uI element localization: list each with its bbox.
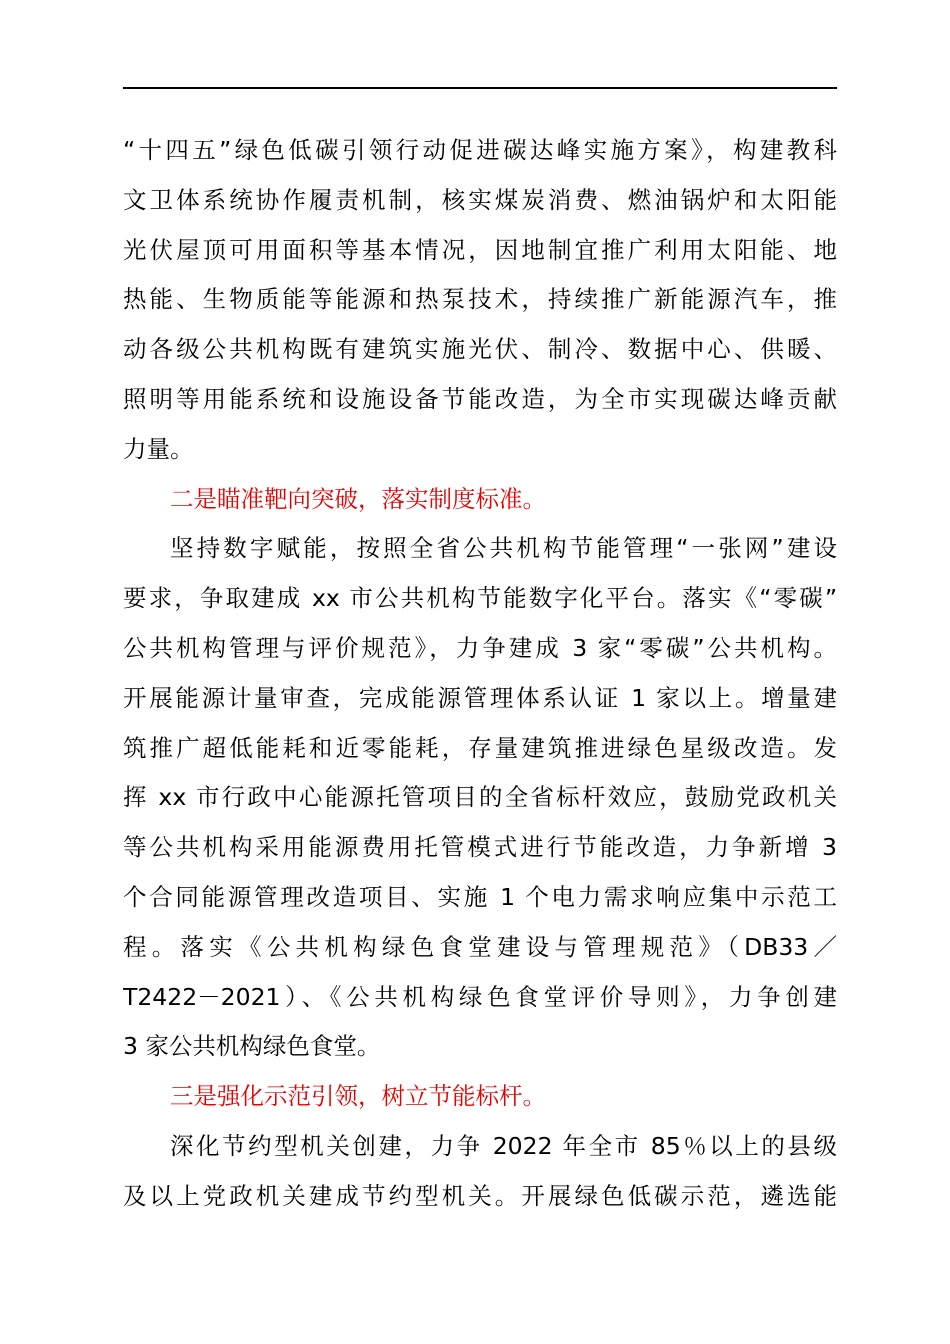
text-line: 开展能源计量审查，完成能源管理体系认证 1 家以上。增量建 [123,683,837,712]
text-line: 程。落实《公共机构绿色食堂建设与管理规范》（DB33／ [123,932,837,961]
paragraph-3 [123,1122,837,1222]
text-line: 文卫体系统协作履责机制，核实煤炭消费、燃油锅炉和太阳能 [123,185,837,214]
text-line: 力量。 [123,434,194,463]
section-heading-2: 二是瞄准靶向突破，落实制度标准。 [170,484,546,513]
text-line: 挥 xx 市行政中心能源托管项目的全省标杆效应，鼓励党政机关 [123,783,837,812]
text-line: 等公共机构采用能源费用托管模式进行节能改造，力争新增 3 [123,833,837,862]
text-line: T2422－2021）、《公共机构绿色食堂评价导则》，力争创建 [123,982,837,1011]
text-line: 坚持数字赋能，按照全省公共机构节能管理“一张网”建设 [170,534,837,563]
text-line: 3 家公共机构绿色食堂。 [123,1032,381,1061]
text-line: 公共机构管理与评价规范》，力争建成 3 家“零碳”公共机构。 [123,633,837,662]
text-line: 筑推广超低能耗和近零能耗，存量建筑推进绿色星级改造。发 [123,733,837,762]
text-line: “十四五”绿色低碳引领行动促进碳达峰实施方案》，构建教科 [123,136,837,164]
text-line: 照明等用能系统和设施设备节能改造，为全市实现碳达峰贡献 [123,384,837,413]
section-heading-3: 三是强化示范引领，树立节能标杆。 [170,1082,546,1111]
text-line: 光伏屋顶可用面积等基本情况，因地制宜推广利用太阳能、地 [123,235,837,264]
document-body [123,126,837,1222]
paragraph-1 [123,126,837,475]
text-line: 要求，争取建成 xx 市公共机构节能数字化平台。落实《“零碳” [123,584,837,613]
paragraph-2 [123,524,837,1072]
text-line: 动各级公共机构既有建筑实施光伏、制冷、数据中心、供暖、 [123,335,837,364]
text-line: 个合同能源管理改造项目、实施 1 个电力需求响应集中示范工 [123,882,837,911]
text-line: 及以上党政机关建成节约型机关。开展绿色低碳示范，遴选能 [123,1181,837,1210]
header-rule [123,87,837,89]
text-line: 热能、生物质能等能源和热泵技术，持续推广新能源汽车，推 [123,285,837,314]
text-line: 深化节约型机关创建，力争 2022 年全市 85％以上的县级 [170,1131,837,1160]
